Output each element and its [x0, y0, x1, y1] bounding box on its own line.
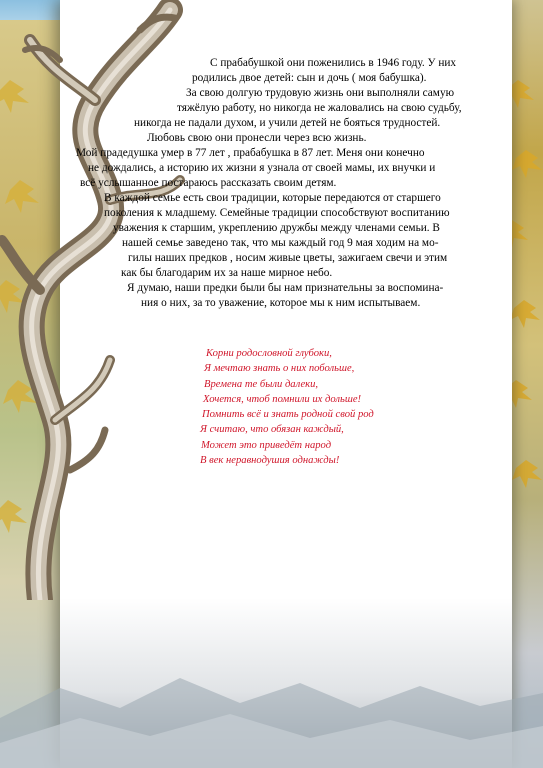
story-line: В каждой семье есть свои традиции, которые передаются от старшего — [104, 192, 441, 204]
story-line: гилы наших предков , носим живые цветы, зажигаем свечи и этим — [128, 252, 448, 264]
poem-line: Помнить всё и знать родной свой род — [202, 409, 374, 421]
poem-line: Хочется, чтоб помнили их дольше! — [203, 393, 362, 405]
story-line: ния о них, за то уважение, которое мы к ним испытываем. — [141, 297, 421, 309]
poem-line: В век неравнодушия однажды! — [200, 455, 340, 467]
poem-line: Может это приведёт народ — [201, 439, 332, 451]
poem-line: Я считаю, что обязан каждый, — [200, 424, 344, 436]
story-line: С прабабушкой они поженились в 1946 году. У них — [210, 57, 457, 69]
story-line: нашей семье заведено так, что мы каждый год 9 мая ходим на мо- — [122, 237, 439, 249]
story-line: Мой прадедушка умер в 77 лет , прабабушка в 87 лет. Меня они конечно — [76, 147, 425, 159]
family-story-text — [70, 56, 500, 311]
story-line: родились двое детей: сын и дочь ( моя бабушка). — [192, 72, 427, 84]
story-line: тяжёлую работу, но никогда не жаловались на свою судьбу, — [177, 102, 462, 114]
story-line: уважения к старшим, укреплению дружбы между членами семьи. В — [113, 222, 440, 234]
story-line: не дождались, а историю их жизни я узнала от своей мамы, их внучки и — [88, 162, 436, 174]
story-line: как бы благодарим их за наше мирное небо. — [121, 267, 333, 279]
story-line: всё услышанное постараюсь рассказать своим детям. — [80, 177, 337, 189]
story-line: Любовь свою они пронесли через всю жизнь. — [147, 132, 367, 144]
poem — [200, 346, 420, 468]
story-line: никогда не падали духом, и учили детей не бояться трудностей. — [134, 117, 441, 129]
poem-line: Корни родословной глубоки, — [206, 348, 332, 359]
story-line: поколения к младшему. Семейные традиции способствуют воспитанию — [104, 207, 450, 219]
story-line: Я думаю, наши предки были бы нам признательны за воспомина- — [127, 282, 444, 294]
story-line: За свою долгую трудовую жизнь они выполняли самую — [186, 87, 455, 99]
mountains-background — [0, 648, 543, 768]
poem-line: Я мечтаю знать о них побольше, — [204, 363, 355, 375]
poem-line: Времена те были далеки, — [204, 378, 319, 390]
